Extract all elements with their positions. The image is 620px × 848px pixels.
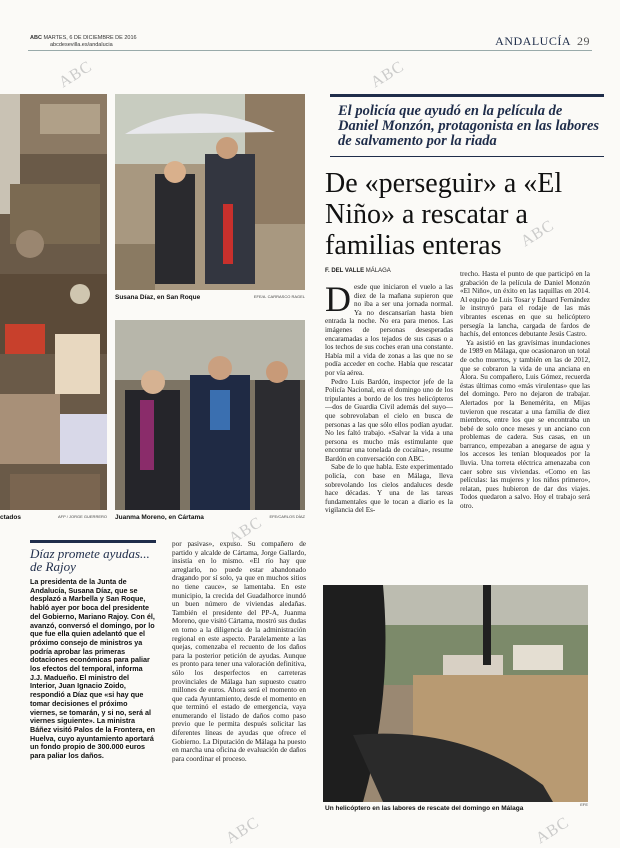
mid-photo-caption: Juanma Moreno, en Cártama <box>115 514 204 521</box>
masthead-info <box>30 35 137 49</box>
sidebar-box <box>30 540 156 761</box>
helicopter-rescue-image <box>323 585 588 802</box>
issue-date: MARTES, 6 DE DICIEMBRE DE 2016 <box>43 35 137 41</box>
sidebar-title: Díaz promete ayudas... de Rajoy <box>30 546 150 574</box>
article-paragraph: por pasivas», expuso. Su compañero de partido y alcalde de Cártama, Jorge Gallardo, insistía en lo mismo. «El río hay que arreglarlo, no puede estar abandonado dragando por sí solo, ya que en muchos sitios no tiene cauce», se lamentaba. En este municipio, la crecida del Guadalhorce inundó un buen número de viviendas aledañas. También el presidente del PP-A, Juanma Moreno, que visitó Cártama, mostró sus dudas en torno a la diligencia de la administración regional en este aspecto. Paralelamente a las quejas, comenzaba el recuento de los daños para la posterior petición de ayudas. Aunque es pronto para tener una valoración definitiva, sólo los desperfectos en carreteras provinciales de Málaga han supuesto cuatro millones de euros. Ahora será el momento en que cada Ayuntamiento, desde el momento en que terminó el estado de emergencia, vaya enumerando el listado de daños como paso previo que le permita después solicitar las diferentes líneas de ayudas que ofrece el Gobierno. La Diputación de Málaga ha puesto en marcha una oficina de evaluación de daños para coordinar el proceso. <box>172 540 306 763</box>
watermark: ABC <box>532 813 573 848</box>
drop-cap: D <box>325 283 351 319</box>
section-name: ANDALUCÍA <box>495 34 571 48</box>
article-paragraph: Ya asistió en las gravísimas inundaciones de 1989 en Málaga, que ocasionaron un total de ocho muertos, y también en las de 2012, que se cobraron la vida de una anciana en Álora. Su compañero, Luis Gómez, recuerda éstas últimas como «más virulentas» que las del domingo. Pero no dejaron de trabajar. Alertados por la Benemérita, en Mijas tuvieron que rescatar a una familia de diez miembros, entre los que se encontraba un bebé de solo once meses y un anciano con problemas de cadera. Sus casas, en un barranco, empezaban a anegarse de agua y los accesos les tenían bloqueados por la lluvia. Una torreta eléctrica amenazaba con caer sobre sus viviendas. «Como en las películas: las mujeres y los niños primero», relatan, pues hubieron de dar dos viajes. Todos quedaron a salvo. Hoy el trabajo será otro. <box>460 338 590 511</box>
mid-photo-credit: EFE/CARLOS DÍAZ <box>269 514 305 519</box>
top-photo-caption: Susana Díaz, en San Roque <box>115 294 201 301</box>
left-photo-credit: AFP / JORGE GUERRERO <box>57 514 107 519</box>
header-rule <box>28 50 592 51</box>
left-photo-caption: ctados <box>0 514 21 521</box>
section-header <box>495 34 590 49</box>
sidebar-body: La presidenta de la Junta de Andalucía, Susana Díaz, que se desplazó a Marbella y San Roque, habló ayer por boca del presidente del Gobierno, Mariano Rajoy. Con él, avanzó, conversó el domingo, por lo que fue ella quien adelantó que el próximo consejo de ministros ya podría aprobar las primeras dotaciones económicas para paliar los efectos del temporal, informa J.J. Madueño. El ministro del Interior, Juan Ignacio Zoido, respondió a Díaz que «si hay que tomar decisiones el próximo viernes, se tomarán, y si no, será al viernes siguiente». La ministra Báñez visitó Palos de la Frontera, en Huelva, cuyo ayuntamiento aportará un fondo propio de 300.000 euros para paliar los daños. <box>30 577 156 761</box>
juanma-moreno-image <box>115 320 305 510</box>
watermark: ABC <box>55 57 96 92</box>
watermark: ABC <box>225 513 266 548</box>
article-column-1 <box>325 283 453 575</box>
brand-name: ABC <box>30 35 42 41</box>
flood-debris-photo <box>0 94 107 510</box>
article-paragraph: esde que iniciaron el vuelo a las diez de la mañana supieron que no iba a ser una jornada normal. Ya no descansarían hasta bien entrada la noche. No era para menos. Las imágenes de personas desesperadas encaramadas a los tejados de sus casas o a los techos de sus coches eran una constante. Había mil a vida de zonas a las que no se podía acceder en coche. Había que rescatar por vía aérea. <box>325 283 453 377</box>
watermark: ABC <box>222 813 263 848</box>
watermark: ABC <box>517 216 558 251</box>
article-paragraph: Sabe de lo que habla. Este experimentado policía, con base en Málaga, lleva sobrevolando los cielos andaluces desde hace décadas. Y una de las tareas fundamentales que le tocan a diario es la vigilancia del Es- <box>325 463 453 515</box>
article-kicker: El policía que ayudó en la película de Daniel Monzón, protagonista en las labores de salvamento por la riada <box>330 94 604 157</box>
watermark: ABC <box>367 57 408 92</box>
flood-debris-image <box>0 94 107 510</box>
article-headline: De «perseguir» a «El Niño» a rescatar a familias enteras <box>325 168 563 261</box>
susana-diaz-image <box>115 94 305 290</box>
article-column-2 <box>460 270 590 575</box>
byline-place: MÁLAGA <box>365 268 391 274</box>
page-number: 29 <box>577 34 590 48</box>
heli-photo-credit: EFE <box>580 802 588 807</box>
helicopter-rescue-photo <box>323 585 588 802</box>
article-paragraph: trecho. Hasta el punto de que participó en la grabación de la película de Daniel Monzón «El Niño», un éxito en las taquillas en 2014. Al equipo de Luis Tosar y Eduard Fernández le instruyó para el rodaje de las más vibrantes escenas en que su helicóptero persegía la lancha, cargada de fardos de hachís, del entonces debutante Jesús Castro. <box>460 270 590 339</box>
byline <box>325 268 391 274</box>
site-url[interactable]: abcdesevilla.es/andalucia <box>50 42 113 48</box>
byline-author: F. DEL VALLE <box>325 268 365 274</box>
article-paragraph: Pedro Luis Bardón, inspector jefe de la Policía Nacional, era el domingo uno de los tripulantes a bordo de los tres helicópteros —dos de Guardia Civil además del suyo— que sobrevolaban el cielo en busca de personas a las que sólo ellos podían ayudar. No les faltó trabajo. «Salvar la vida a una persona es mucho más estimulante que encontrar una tonelada de cocaína», resume Bardón en conversación con ABC. <box>325 377 453 463</box>
juanma-moreno-photo <box>115 320 305 510</box>
middle-text-column <box>172 540 306 832</box>
heli-photo-caption: Un helicóptero en las labores de rescate del domingo en Málaga <box>325 805 524 812</box>
susana-diaz-photo <box>115 94 305 290</box>
top-photo-credit: EFE/A. CARRASCO RAGEL <box>253 294 305 299</box>
